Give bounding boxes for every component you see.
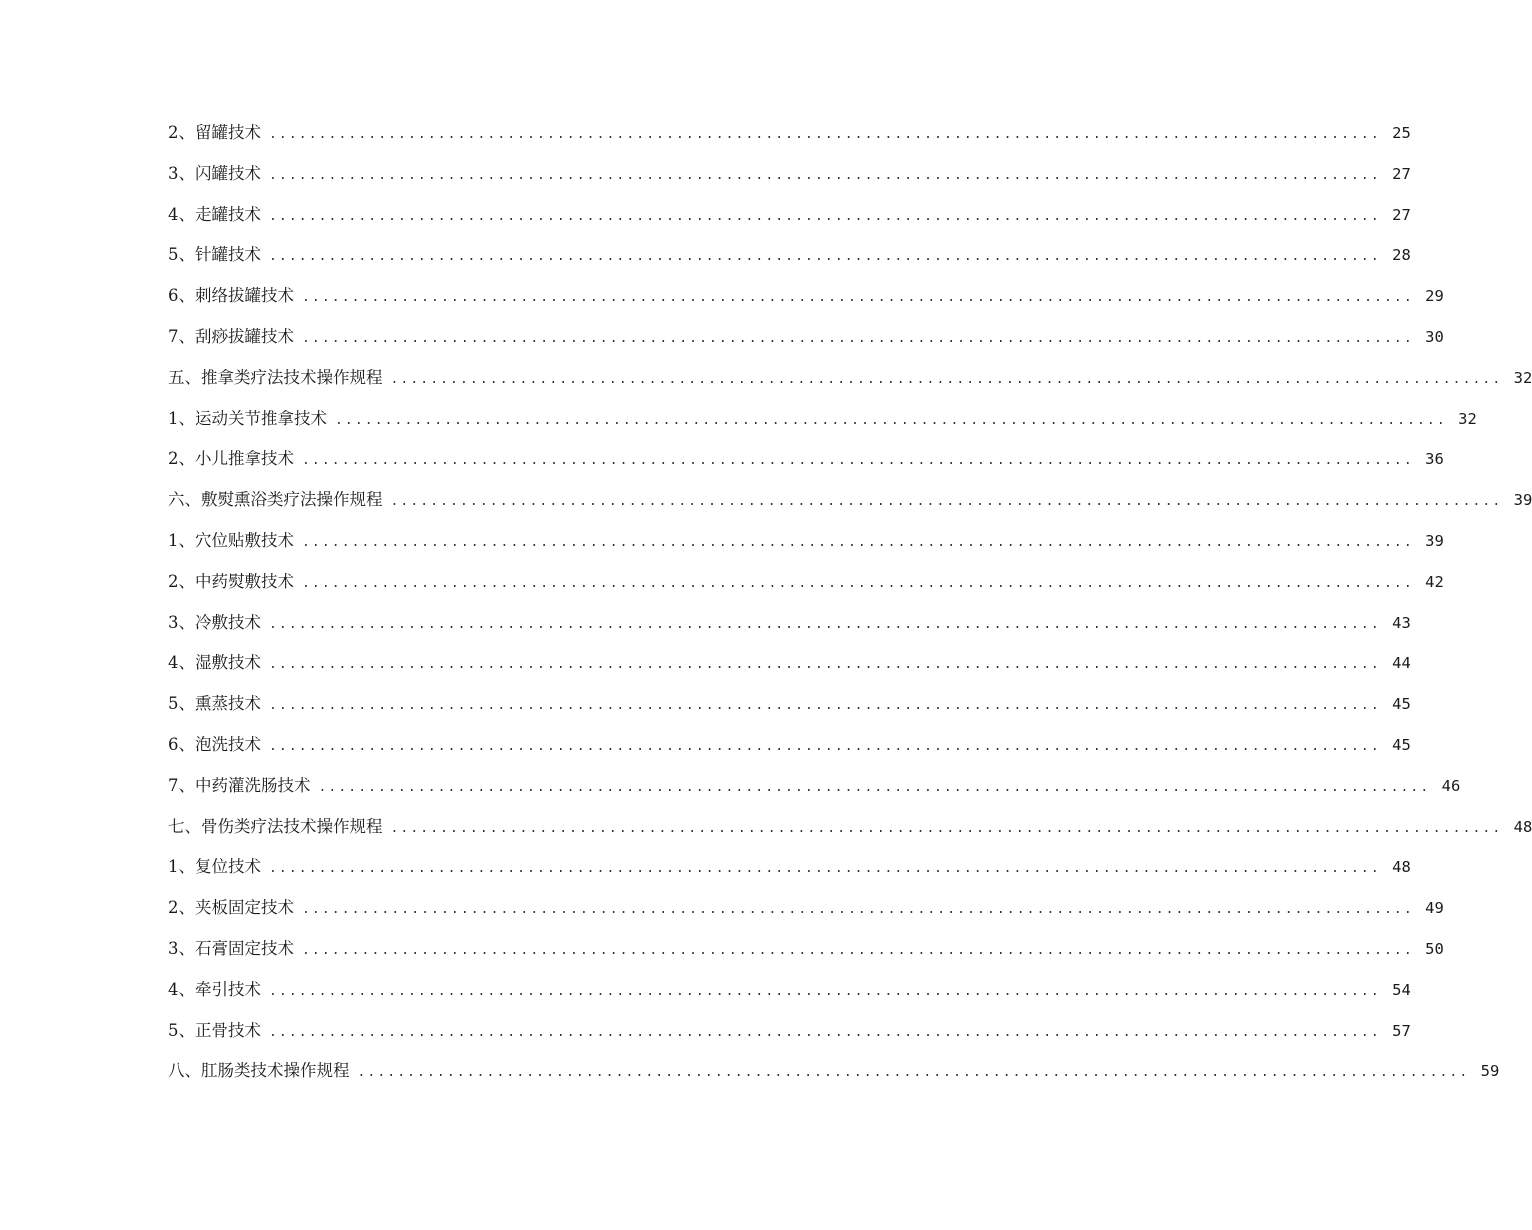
toc-page-number: 43: [1392, 613, 1411, 632]
toc-dot-leader: ................................................................................................................: [390, 820, 1503, 836]
toc-dot-leader: ................................................................................................................: [269, 616, 1381, 632]
toc-entry-label: 1、复位技术: [168, 857, 261, 877]
toc-entry[interactable]: [168, 888, 1444, 929]
toc-page-number: 32: [1458, 409, 1477, 428]
toc-dot-leader: ................................................................................................................: [269, 1024, 1381, 1040]
toc-page-number: 27: [1392, 205, 1411, 224]
toc-page-number: 39: [1425, 531, 1444, 550]
toc-entry[interactable]: [168, 970, 1411, 1011]
toc-entry[interactable]: [168, 643, 1411, 684]
toc-entry-label: 七、骨伤类疗法技术操作规程: [168, 816, 383, 836]
toc-page-number: 30: [1425, 327, 1444, 346]
toc-section-entry[interactable]: [168, 480, 1532, 521]
toc-dot-leader: ................................................................................................................: [302, 902, 1414, 918]
toc-page-number: 46: [1441, 776, 1461, 795]
toc-dot-leader: ................................................................................................................: [390, 371, 1503, 387]
toc-entry[interactable]: [168, 113, 1411, 154]
toc-entry-label: 6、刺络拔罐技术: [168, 286, 294, 306]
toc-dot-leader: ................................................................................................................: [269, 127, 1381, 142]
toc-dot-leader: ................................................................................................................: [269, 208, 1381, 224]
toc-dot-leader: ................................................................................................................: [269, 983, 1381, 999]
toc-page-number: 32: [1513, 368, 1532, 387]
toc-page-number: 57: [1392, 1021, 1411, 1040]
toc-entry-label: 3、冷敷技术: [168, 612, 261, 632]
toc-section-entry[interactable]: [168, 358, 1532, 399]
toc-page-number: 36: [1425, 450, 1444, 469]
toc-dot-leader: ................................................................................................................: [302, 453, 1414, 469]
toc-entry[interactable]: [168, 847, 1411, 888]
toc-page-number: 59: [1480, 1062, 1500, 1081]
toc-entry-label: 2、留罐技术: [168, 123, 261, 142]
toc-dot-leader: ................................................................................................................: [269, 698, 1381, 714]
toc-entry-label: 3、石膏固定技术: [168, 938, 294, 958]
table-of-contents: [168, 113, 1532, 1092]
toc-entry[interactable]: [168, 235, 1411, 276]
toc-entry-label: 五、推拿类疗法技术操作规程: [168, 367, 383, 387]
toc-entry-label: 2、小儿推拿技术: [168, 449, 294, 469]
toc-entry-label: 1、穴位贴敷技术: [168, 530, 294, 550]
toc-entry[interactable]: [168, 399, 1477, 440]
toc-entry[interactable]: [168, 521, 1444, 562]
toc-section-entry[interactable]: [168, 1051, 1500, 1092]
toc-page-number: 25: [1392, 124, 1411, 142]
toc-entry[interactable]: [168, 603, 1411, 644]
toc-entry-label: 六、敷熨熏浴类疗法操作规程: [168, 490, 383, 510]
toc-dot-leader: ................................................................................................................: [302, 575, 1414, 591]
toc-dot-leader: ................................................................................................................: [269, 249, 1381, 265]
toc-entry-label: 4、牵引技术: [168, 979, 261, 999]
toc-dot-leader: ................................................................................................................: [302, 534, 1414, 550]
toc-entry-label: 7、刮痧拔罐技术: [168, 326, 294, 346]
toc-dot-leader: ................................................................................................................: [269, 657, 1381, 673]
toc-entry[interactable]: [168, 317, 1444, 358]
toc-entry-label: 2、夹板固定技术: [168, 898, 294, 918]
toc-entry[interactable]: [168, 562, 1444, 603]
toc-page-number: 44: [1392, 654, 1411, 673]
toc-entry[interactable]: [168, 766, 1461, 807]
toc-page-number: 29: [1425, 287, 1444, 306]
toc-dot-leader: ................................................................................................................: [335, 412, 1447, 428]
toc-entry[interactable]: [168, 684, 1411, 725]
toc-dot-leader: ................................................................................................................: [357, 1065, 1470, 1081]
toc-dot-leader: ................................................................................................................: [269, 861, 1381, 877]
toc-dot-leader: ................................................................................................................: [269, 738, 1381, 754]
toc-page-number: 42: [1425, 572, 1444, 591]
toc-page-number: 48: [1513, 817, 1532, 836]
toc-entry[interactable]: [168, 276, 1444, 317]
toc-dot-leader: ................................................................................................................: [269, 167, 1381, 183]
toc-dot-leader: ................................................................................................................: [302, 330, 1414, 346]
toc-page-number: 50: [1425, 939, 1444, 958]
toc-page-number: 28: [1392, 246, 1411, 265]
toc-entry[interactable]: [168, 1011, 1411, 1052]
toc-page-number: 39: [1513, 491, 1532, 510]
toc-page-number: 27: [1392, 164, 1411, 183]
toc-page-number: 49: [1425, 899, 1444, 918]
toc-entry-label: 6、泡洗技术: [168, 734, 261, 754]
toc-dot-leader: ................................................................................................................: [318, 779, 1431, 795]
toc-dot-leader: ................................................................................................................: [302, 290, 1414, 306]
toc-entry-label: 5、熏蒸技术: [168, 694, 261, 714]
toc-entry[interactable]: [168, 725, 1411, 766]
toc-entry[interactable]: [168, 154, 1411, 195]
toc-entry-label: 1、运动关节推拿技术: [168, 408, 327, 428]
toc-entry[interactable]: [168, 439, 1444, 480]
toc-entry[interactable]: [168, 195, 1411, 236]
toc-entry[interactable]: [168, 929, 1444, 970]
toc-page-number: 54: [1392, 980, 1411, 999]
toc-page-number: 45: [1392, 695, 1411, 714]
toc-entry-label: 5、针罐技术: [168, 245, 261, 265]
toc-section-entry[interactable]: [168, 807, 1532, 848]
toc-entry-label: 八、肛肠类技术操作规程: [168, 1061, 350, 1081]
toc-dot-leader: ................................................................................................................: [390, 494, 1503, 510]
toc-page-number: 45: [1392, 735, 1411, 754]
toc-entry-label: 3、闪罐技术: [168, 163, 261, 183]
toc-page-number: 48: [1392, 858, 1411, 877]
toc-entry-label: 4、走罐技术: [168, 204, 261, 224]
toc-entry-label: 2、中药熨敷技术: [168, 571, 294, 591]
toc-dot-leader: ................................................................................................................: [302, 942, 1414, 958]
toc-entry-label: 4、湿敷技术: [168, 653, 261, 673]
toc-entry-label: 7、中药灌洗肠技术: [168, 775, 311, 795]
toc-entry-label: 5、正骨技术: [168, 1020, 261, 1040]
